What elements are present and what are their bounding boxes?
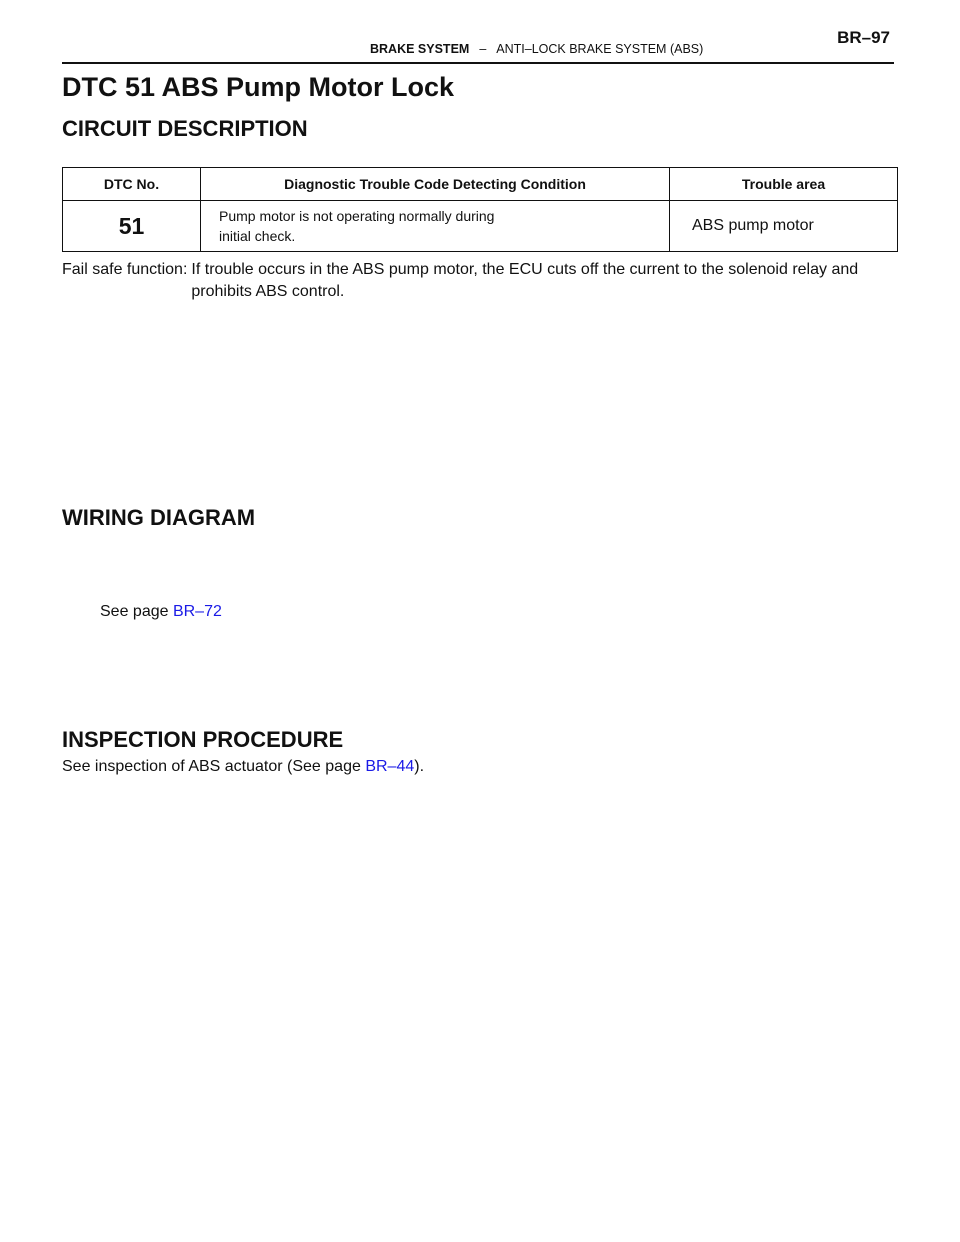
page-number: BR–97 (837, 28, 890, 47)
condition-line-1: Pump motor is not operating normally during (219, 208, 495, 224)
inspection-procedure-heading: INSPECTION PROCEDURE (62, 727, 344, 752)
page-header (62, 22, 894, 64)
trouble-area-header: Trouble area (670, 168, 898, 201)
inspection-reference (62, 758, 424, 776)
header-separator: – (479, 42, 487, 56)
circuit-description-heading: CIRCUIT DESCRIPTION (62, 116, 308, 141)
header-section-title (370, 42, 703, 56)
fail-safe-label: Fail safe function: (62, 261, 188, 278)
condition-line-2: initial check. (219, 228, 296, 244)
inspection-text-after: ). (414, 758, 425, 775)
dtc-table (62, 167, 898, 252)
fail-safe-paragraph (62, 259, 900, 303)
trouble-area-cell: ABS pump motor (670, 201, 898, 252)
dtc-table-header-row (63, 168, 898, 201)
page-title: DTC 51 ABS Pump Motor Lock (62, 72, 455, 102)
fail-safe-text: If trouble occurs in the ABS pump motor, the ECU cuts off the current to the solenoid relay and prohibits ABS control. (191, 261, 859, 300)
condition-header: Diagnostic Trouble Code Detecting Condition (201, 168, 670, 201)
header-system: BRAKE SYSTEM (370, 42, 470, 56)
inspection-text-before: See inspection of ABS actuator (See page (62, 758, 366, 775)
header-subsystem: ANTI–LOCK BRAKE SYSTEM (ABS) (496, 42, 704, 56)
inspection-page-link[interactable]: BR–44 (365, 758, 415, 775)
wiring-diagram-reference (100, 603, 222, 621)
wiring-diagram-heading: WIRING DIAGRAM (62, 505, 256, 530)
dtc-no-header: DTC No. (63, 168, 201, 201)
wiring-see-text: See page (100, 603, 173, 620)
table-row (63, 201, 898, 252)
wiring-page-link[interactable]: BR–72 (172, 603, 222, 620)
dtc-number-cell: 51 (63, 201, 201, 252)
condition-cell (201, 201, 670, 252)
